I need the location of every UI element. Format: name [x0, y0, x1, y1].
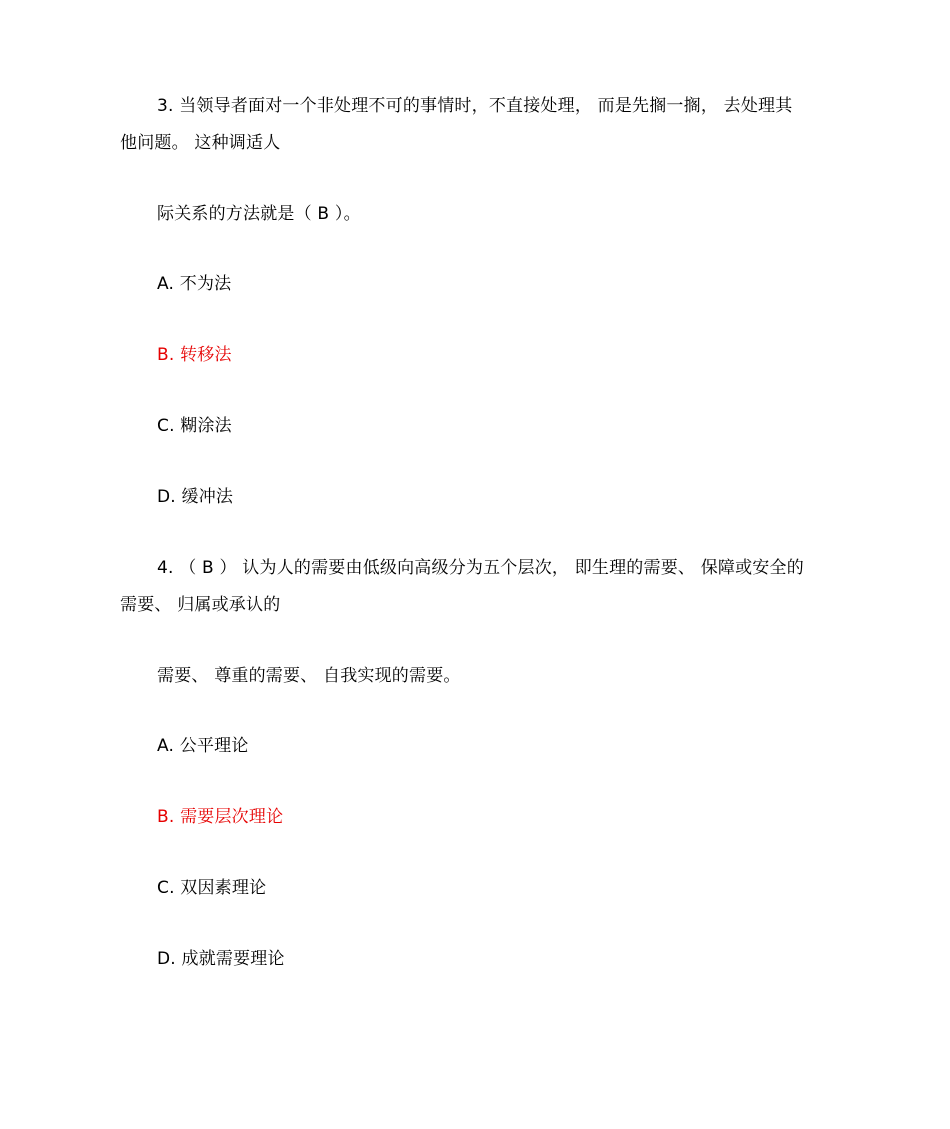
- question-4-option-a: A. 公平理论: [157, 736, 249, 756]
- question-3-stem-line-2: 他问题。 这种调适人: [120, 133, 281, 153]
- question-4-option-b-correct: B. 需要层次理论: [157, 807, 284, 827]
- question-3-stem-line-1: 3. 当领导者面对一个非处理不可的事情时，不直接处理， 而是先搁一搁， 去处理其: [157, 96, 793, 116]
- question-4-option-c: C. 双因素理论: [157, 878, 267, 898]
- question-4-stem-line-1: 4. （ B ） 认为人的需要由低级向高级分为五个层次， 即生理的需要、 保障或安全的: [157, 558, 804, 578]
- question-4-stem-line-3: 需要、 尊重的需要、 自我实现的需要。: [157, 666, 461, 686]
- question-4-stem-line-2: 需要、 归属或承认的: [120, 595, 281, 615]
- question-3-option-a: A. 不为法: [157, 274, 232, 294]
- question-3-option-c: C. 糊涂法: [157, 416, 232, 436]
- question-4-option-d: D. 成就需要理论: [157, 949, 285, 969]
- question-3-stem-line-3: 际关系的方法就是（ B ）。: [157, 204, 361, 224]
- question-3-option-b-correct: B. 转移法: [157, 345, 232, 365]
- question-3-option-d: D. 缓冲法: [157, 487, 234, 507]
